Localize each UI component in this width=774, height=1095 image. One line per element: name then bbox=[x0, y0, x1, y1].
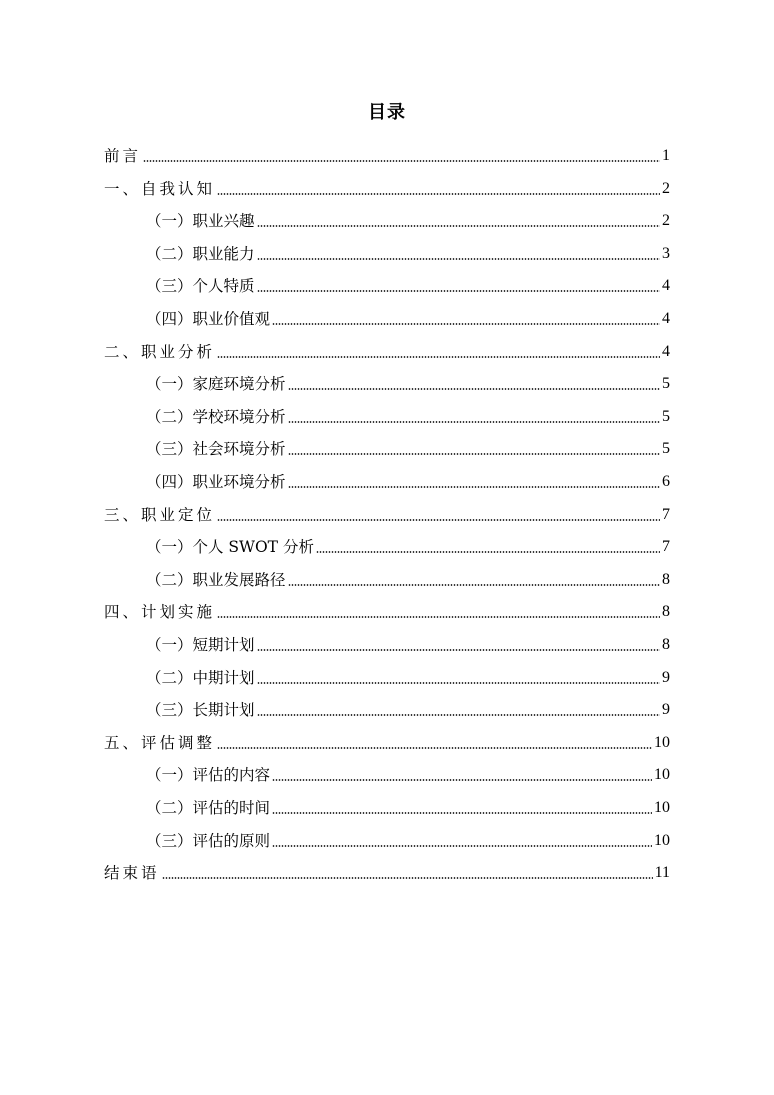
toc-entry-label: （一）评估的内容 bbox=[146, 766, 271, 785]
toc-entry-label: （三）个人特质 bbox=[146, 277, 255, 296]
toc-entry-section[interactable] bbox=[146, 466, 670, 492]
toc-page-number: 8 bbox=[662, 603, 670, 621]
toc-entry-chapter[interactable] bbox=[104, 499, 670, 525]
toc-page-number: 7 bbox=[662, 538, 670, 556]
toc-entry-section[interactable] bbox=[146, 531, 670, 557]
toc-entry-chapter[interactable] bbox=[104, 140, 670, 166]
toc-page-number: 11 bbox=[654, 864, 670, 882]
toc-page-number: 4 bbox=[662, 310, 670, 327]
toc-dot-leader bbox=[288, 584, 660, 586]
toc-dot-leader bbox=[217, 616, 660, 618]
toc-entry-chapter[interactable] bbox=[104, 173, 670, 199]
toc-dot-leader bbox=[288, 388, 660, 390]
toc-dot-leader bbox=[316, 551, 660, 553]
toc-page-number: 9 bbox=[662, 701, 670, 719]
toc-entry-section[interactable] bbox=[146, 401, 670, 427]
toc-dot-leader bbox=[288, 453, 660, 455]
toc-entry-section[interactable] bbox=[146, 694, 670, 720]
toc-dot-leader bbox=[257, 225, 660, 227]
toc-entry-label: 一、自我认知 bbox=[104, 179, 216, 198]
toc-page-number: 10 bbox=[654, 766, 670, 784]
toc-dot-leader bbox=[162, 877, 653, 879]
toc-entry-section[interactable] bbox=[146, 825, 670, 851]
toc-entry-section[interactable] bbox=[146, 792, 670, 818]
toc-entry-chapter[interactable] bbox=[104, 857, 670, 883]
toc-entry-label: （二）职业发展路径 bbox=[146, 570, 286, 589]
toc-entry-label: （一）个人 SWOT 分析 bbox=[146, 538, 314, 557]
toc-entry-label: （一）短期计划 bbox=[146, 636, 255, 654]
toc-entry-label: （二）学校环境分析 bbox=[146, 407, 286, 426]
toc-page-number: 5 bbox=[662, 440, 670, 458]
toc-page-number: 4 bbox=[662, 277, 670, 295]
toc-entry-label: （四）职业价值观 bbox=[146, 310, 271, 328]
toc-page-number: 5 bbox=[662, 407, 670, 425]
toc-dot-leader bbox=[272, 779, 652, 781]
toc-dot-leader bbox=[288, 486, 660, 488]
toc-entry-section[interactable] bbox=[146, 662, 670, 688]
toc-page-number: 2 bbox=[662, 179, 670, 197]
toc-dot-leader bbox=[272, 812, 652, 814]
toc-dot-leader bbox=[217, 193, 660, 195]
toc-dot-leader bbox=[257, 682, 660, 684]
toc-dot-leader bbox=[272, 323, 660, 325]
toc-entry-section[interactable] bbox=[146, 368, 670, 394]
toc-page-number: 5 bbox=[662, 375, 670, 393]
toc-page-number: 10 bbox=[654, 733, 670, 751]
toc-entry-chapter[interactable] bbox=[104, 727, 670, 753]
toc-page-number: 7 bbox=[662, 505, 670, 523]
toc-page-number: 1 bbox=[662, 147, 670, 164]
toc-entry-label: 四、计划实施 bbox=[104, 603, 216, 622]
toc-page-number: 3 bbox=[662, 244, 670, 262]
toc-dot-leader bbox=[257, 649, 660, 651]
toc-entry-chapter[interactable] bbox=[104, 596, 670, 622]
toc-dot-leader bbox=[257, 290, 660, 292]
toc-entry-section[interactable] bbox=[146, 759, 670, 785]
toc-page-number: 8 bbox=[662, 636, 670, 653]
toc-entry-section[interactable] bbox=[146, 270, 670, 296]
toc-entry-label: 结束语 bbox=[104, 864, 160, 883]
toc-entry-label: （三）长期计划 bbox=[146, 701, 255, 720]
toc-entry-label: （三）评估的原则 bbox=[146, 831, 271, 850]
toc-entry-section[interactable] bbox=[146, 238, 670, 264]
toc-page-number: 10 bbox=[654, 799, 670, 816]
toc-entry-section[interactable] bbox=[146, 433, 670, 459]
toc-entry-section[interactable] bbox=[146, 205, 670, 231]
toc-entry-label: 三、职业定位 bbox=[104, 505, 216, 524]
toc-page-number: 4 bbox=[662, 342, 670, 360]
toc-entry-label: （二）中期计划 bbox=[146, 668, 255, 687]
toc-dot-leader bbox=[217, 519, 660, 521]
toc-page-number: 10 bbox=[654, 831, 670, 849]
toc-dot-leader bbox=[143, 160, 660, 162]
toc-entry-chapter[interactable] bbox=[104, 336, 670, 362]
toc-page-number: 6 bbox=[662, 473, 670, 490]
toc-entry-section[interactable] bbox=[146, 303, 670, 329]
toc-page-number: 9 bbox=[662, 668, 670, 686]
toc-dot-leader bbox=[217, 356, 660, 358]
toc-entry-label: （二）评估的时间 bbox=[146, 799, 271, 817]
toc-entry-label: （一）职业兴趣 bbox=[146, 212, 255, 231]
toc-dot-leader bbox=[257, 258, 660, 260]
toc-entry-section[interactable] bbox=[146, 564, 670, 590]
toc-entry-label: （四）职业环境分析 bbox=[146, 473, 286, 491]
toc-entry-label: （三）社会环境分析 bbox=[146, 440, 286, 459]
toc-entry-label: 五、评估调整 bbox=[104, 733, 216, 752]
toc-dot-leader bbox=[257, 714, 660, 716]
toc-dot-leader bbox=[217, 747, 652, 749]
toc-entry-label: 前言 bbox=[104, 147, 142, 165]
toc-page-number: 8 bbox=[662, 570, 670, 588]
page-title: 目录 bbox=[368, 102, 406, 123]
toc-entry-section[interactable] bbox=[146, 629, 670, 655]
toc-entry-label: （一）家庭环境分析 bbox=[146, 375, 286, 394]
toc-entry-label: 二、职业分析 bbox=[104, 342, 216, 361]
toc-dot-leader bbox=[272, 845, 652, 847]
toc-page-number: 2 bbox=[662, 212, 670, 230]
toc-dot-leader bbox=[288, 421, 660, 423]
toc-entry-label: （二）职业能力 bbox=[146, 244, 255, 263]
